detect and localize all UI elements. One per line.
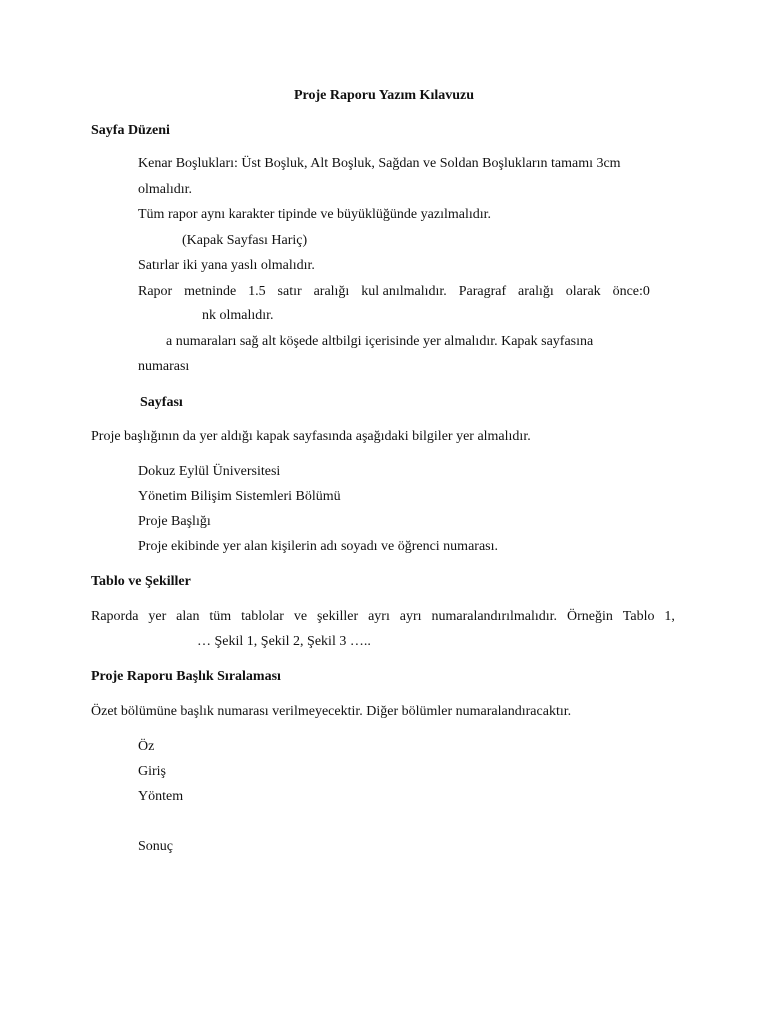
word: önce:0 [612,284,650,299]
paragraph-line: numarası [138,359,190,374]
word: satır [277,284,302,299]
word: ayrı [399,609,422,624]
section-heading-siralama: Proje Raporu Başlık Sıralaması [91,669,281,684]
word: kul anılmalıdır. [361,284,447,299]
word: tablolar [241,609,284,624]
section-heading-sayfa-duzeni: Sayfa Düzeni [91,123,170,138]
list-item: Proje ekibinde yer alan kişilerin adı soyadı ve öğrenci numarası. [138,539,499,554]
section-heading-kapak: Sayfası [140,395,183,410]
word: 1.5 [248,284,266,299]
word: Rapor [138,284,173,299]
list-item: Proje Başlığı [138,514,211,529]
word: yer [148,609,167,624]
paragraph-line: Proje başlığının da yer aldığı kapak sayfasında aşağıdaki bilgiler yer almalıdır. [91,429,531,444]
paragraph-line: olmalıdır. [138,182,193,197]
list-item: Giriş [138,764,166,779]
paragraph-line: Satırlar iki yana yaslı olmalıdır. [138,258,315,273]
justified-paragraph-line [138,283,650,301]
word: olarak [565,284,601,299]
paragraph-line: Özet bölümüne başlık numarası verilmeyecektir. Diğer bölümler numaralandıracaktır. [91,704,572,719]
word: metninde [184,284,237,299]
paragraph-line: Kenar Boşlukları: Üst Boşluk, Alt Boşluk, Sağdan ve Soldan Boşlukların tamamı 3cm [138,156,621,171]
justified-paragraph-line [91,608,675,626]
document-title: Proje Raporu Yazım Kılavuzu [293,88,475,103]
paragraph-line: nk olmalıdır. [202,308,274,323]
word: Örneğin [566,609,613,624]
word: Raporda [91,609,139,624]
list-item: Öz [138,739,155,754]
paragraph-line: Tüm rapor aynı karakter tipinde ve büyüklüğünde yazılmalıdır. [138,207,492,222]
list-item: Yönetim Bilişim Sistemleri Bölümü [138,489,341,504]
paragraph-line: a numaraları sağ alt köşede altbilgi içerisinde yer almalıdır. Kapak sayfasına [166,334,594,349]
word: Paragraf [458,284,507,299]
word: alan [176,609,200,624]
word: aralığı [313,284,350,299]
list-item: Sonuç [138,839,173,854]
list-item: Dokuz Eylül Üniversitesi [138,464,281,479]
word: Tablo [622,609,655,624]
word: şekiller [316,609,359,624]
word: numaralandırılmalıdır. [431,609,558,624]
word: 1, [664,609,675,624]
list-item: Yöntem [138,789,184,804]
paragraph-line: (Kapak Sayfası Hariç) [182,233,308,248]
word: tüm [209,609,232,624]
paragraph-line: … Şekil 1, Şekil 2, Şekil 3 ….. [197,634,371,649]
word: ve [293,609,308,624]
section-heading-tablo: Tablo ve Şekiller [91,574,191,589]
word: aralığı [518,284,554,299]
word: ayrı [368,609,390,624]
